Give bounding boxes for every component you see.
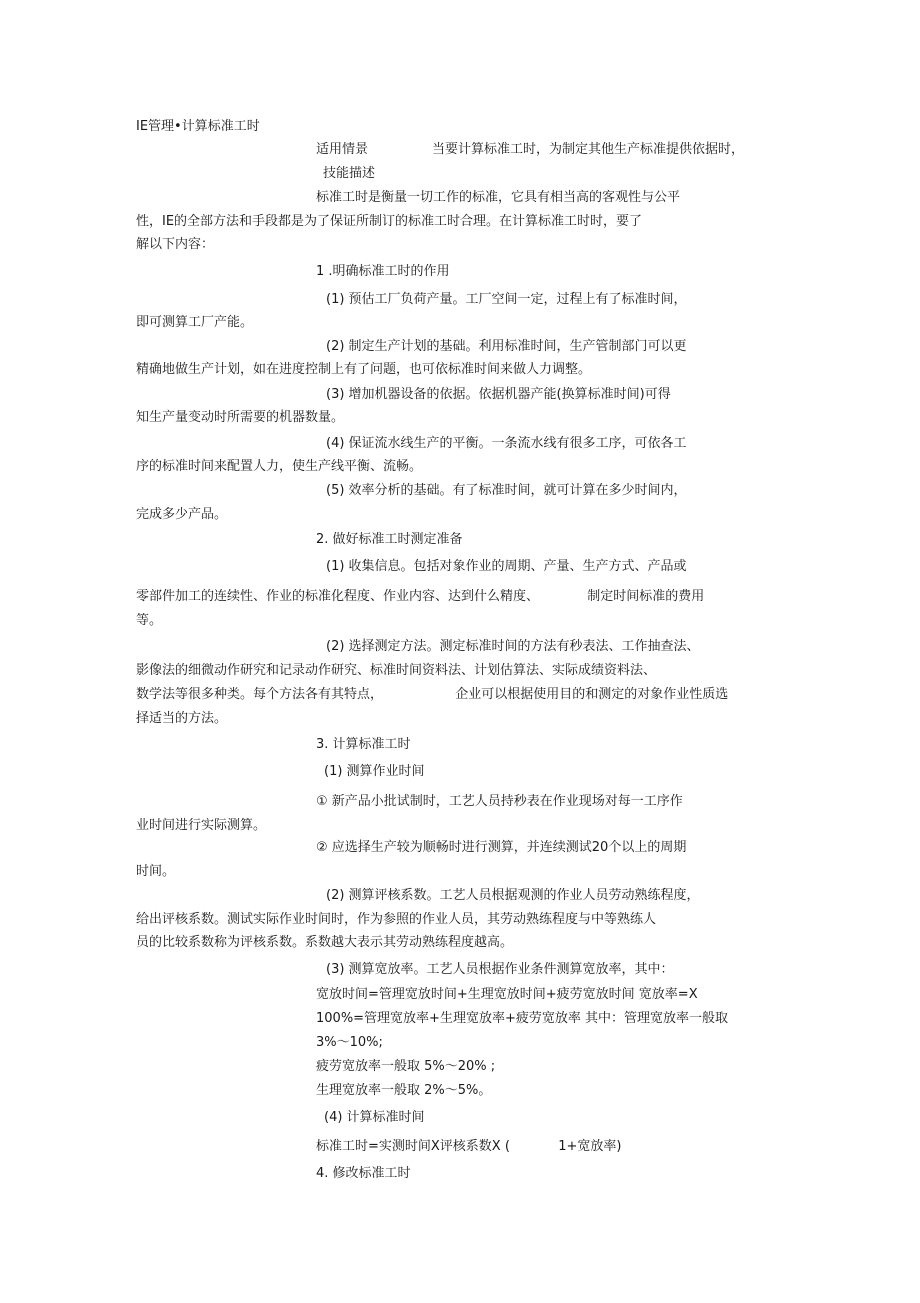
formula-part-a: 标准工时=实测时间X评核系数X ( [316, 1139, 510, 1154]
s1-item-5-cont: 完成多少产品。 [136, 507, 228, 522]
s1-item-4-cont: 序的标准时间来配置人力，使生产线平衡、流畅。 [136, 459, 423, 474]
s1-item-3-cont: 知生产量变动时所需要的机器数量。 [136, 410, 345, 425]
scene-text: 当要计算标准工时，为制定其他生产标准提供依据时， [432, 142, 745, 157]
s2-item-1-cont-a: 零部件加工的连续性、作业的标准化程度、作业内容、达到什么精度、 [136, 589, 540, 604]
doc-title: IE管理•计算标准工时 [136, 119, 260, 134]
s1-item-5: (5) 效率分析的基础。有了标准时间，就可计算在多少时间内， [326, 483, 687, 498]
s3-item-3-range-1: 3%～10%; [316, 1035, 383, 1050]
s3-item-2: (2) 测算评核系数。工艺人员根据观测的作业人员劳动熟练程度， [326, 888, 700, 903]
s1-item-2-cont: 精确地做生产计划，如在进度控制上有了问题，也可依标准时间来做人力调整。 [136, 362, 592, 377]
s2-item-2-cont2-a: 数学法等很多种类。每个方法各有其特点， [136, 687, 384, 702]
s2-item-2-cont2 [136, 685, 728, 705]
section-3-heading: 3. 计算标准工时 [316, 737, 411, 752]
s3-item-1a-cont: 业时间进行实际测算。 [136, 818, 267, 833]
s3-item-1-head: (1) 测算作业时间 [324, 764, 425, 779]
s1-item-2: (2) 制定生产计划的基础。利用标准时间，生产管制部门可以更 [326, 339, 687, 354]
s2-item-1: (1) 收集信息。包括对象作业的周期、产量、生产方式、产品或 [326, 559, 687, 574]
intro-line: 解以下内容： [136, 237, 215, 252]
s2-item-2-cont2-b: 企业可以根据使用目的和测定的对象作业性质选 [455, 687, 729, 702]
s2-item-2: (2) 选择测定方法。测定标准时间的方法有秒表法、工作抽查法、 [326, 639, 700, 654]
s3-item-1a: ① 新产品小批试制时，工艺人员持秒表在作业现场对每一工序作 [316, 794, 683, 809]
skill-label: 技能描述 [323, 166, 376, 181]
s3-item-4-head: (4) 计算标准时间 [324, 1110, 425, 1125]
section-2-heading: 2. 做好标准工时测定准备 [316, 532, 463, 547]
s1-item-1: (1) 预估工厂负荷产量。工厂空间一定，过程上有了标准时间， [326, 292, 687, 307]
s3-item-3-formula-cont: 100%=管理宽放率+生理宽放率+疲劳宽放率 其中：管理宽放率一般取 [316, 1011, 728, 1026]
scene-label: 适用情景 [316, 142, 369, 157]
s2-item-1-cont [136, 587, 704, 607]
standard-time-formula [316, 1137, 621, 1157]
s3-item-1b: ② 应选择生产较为顺畅时进行测算，并连续测试20个以上的周期 [316, 840, 687, 855]
section-1-heading: 1 .明确标准工时的作用 [316, 264, 450, 279]
intro-line: 性，IE的全部方法和手段都是为了保证所制订的标准工时合理。在计算标准工时时，要了 [136, 214, 643, 229]
s2-item-1-cont-b: 制定时间标准的费用 [587, 589, 705, 604]
s3-item-1b-cont: 时间。 [136, 864, 176, 879]
intro-line: 标准工时是衡量一切工作的标准，它具有相当高的客观性与公平 [316, 190, 681, 205]
s2-item-2-end: 择适当的方法。 [136, 711, 228, 726]
s1-item-4: (4) 保证流水线生产的平衡。一条流水线有很多工序，可依各工 [326, 436, 687, 451]
s3-item-3-range-3: 生理宽放率一般取 2%～5%。 [316, 1083, 492, 1098]
s3-item-2-cont2: 员的比较系数称为评核系数。系数越大表示其劳动熟练程度越高。 [136, 935, 514, 950]
s2-item-2-cont: 影像法的细微动作研究和记录动作研究、标准时间资料法、计划估算法、实际成绩资料法、 [136, 663, 657, 678]
s1-item-3: (3) 增加机器设备的依据。依据机器产能(换算标准时间)可得 [326, 387, 671, 402]
s3-item-3: (3) 测算宽放率。工艺人员根据作业条件测算宽放率，其中： [326, 962, 674, 977]
s1-item-1-cont: 即可测算工厂产能。 [136, 315, 254, 330]
formula-part-b: 1+宽放率) [558, 1139, 622, 1154]
s3-item-3-range-2: 疲劳宽放率一般取 5%～20% ; [316, 1059, 496, 1074]
section-4-heading: 4. 修改标准工时 [316, 1166, 411, 1181]
s3-item-2-cont: 给出评核系数。测试实际作业时间时，作为参照的作业人员，其劳动熟练程度与中等熟练人 [136, 912, 657, 927]
s2-item-1-end: 等。 [136, 613, 163, 628]
s3-item-3-formula: 宽放时间=管理宽放时间+生理宽放时间+疲劳宽放时间 宽放率=X [316, 987, 698, 1002]
